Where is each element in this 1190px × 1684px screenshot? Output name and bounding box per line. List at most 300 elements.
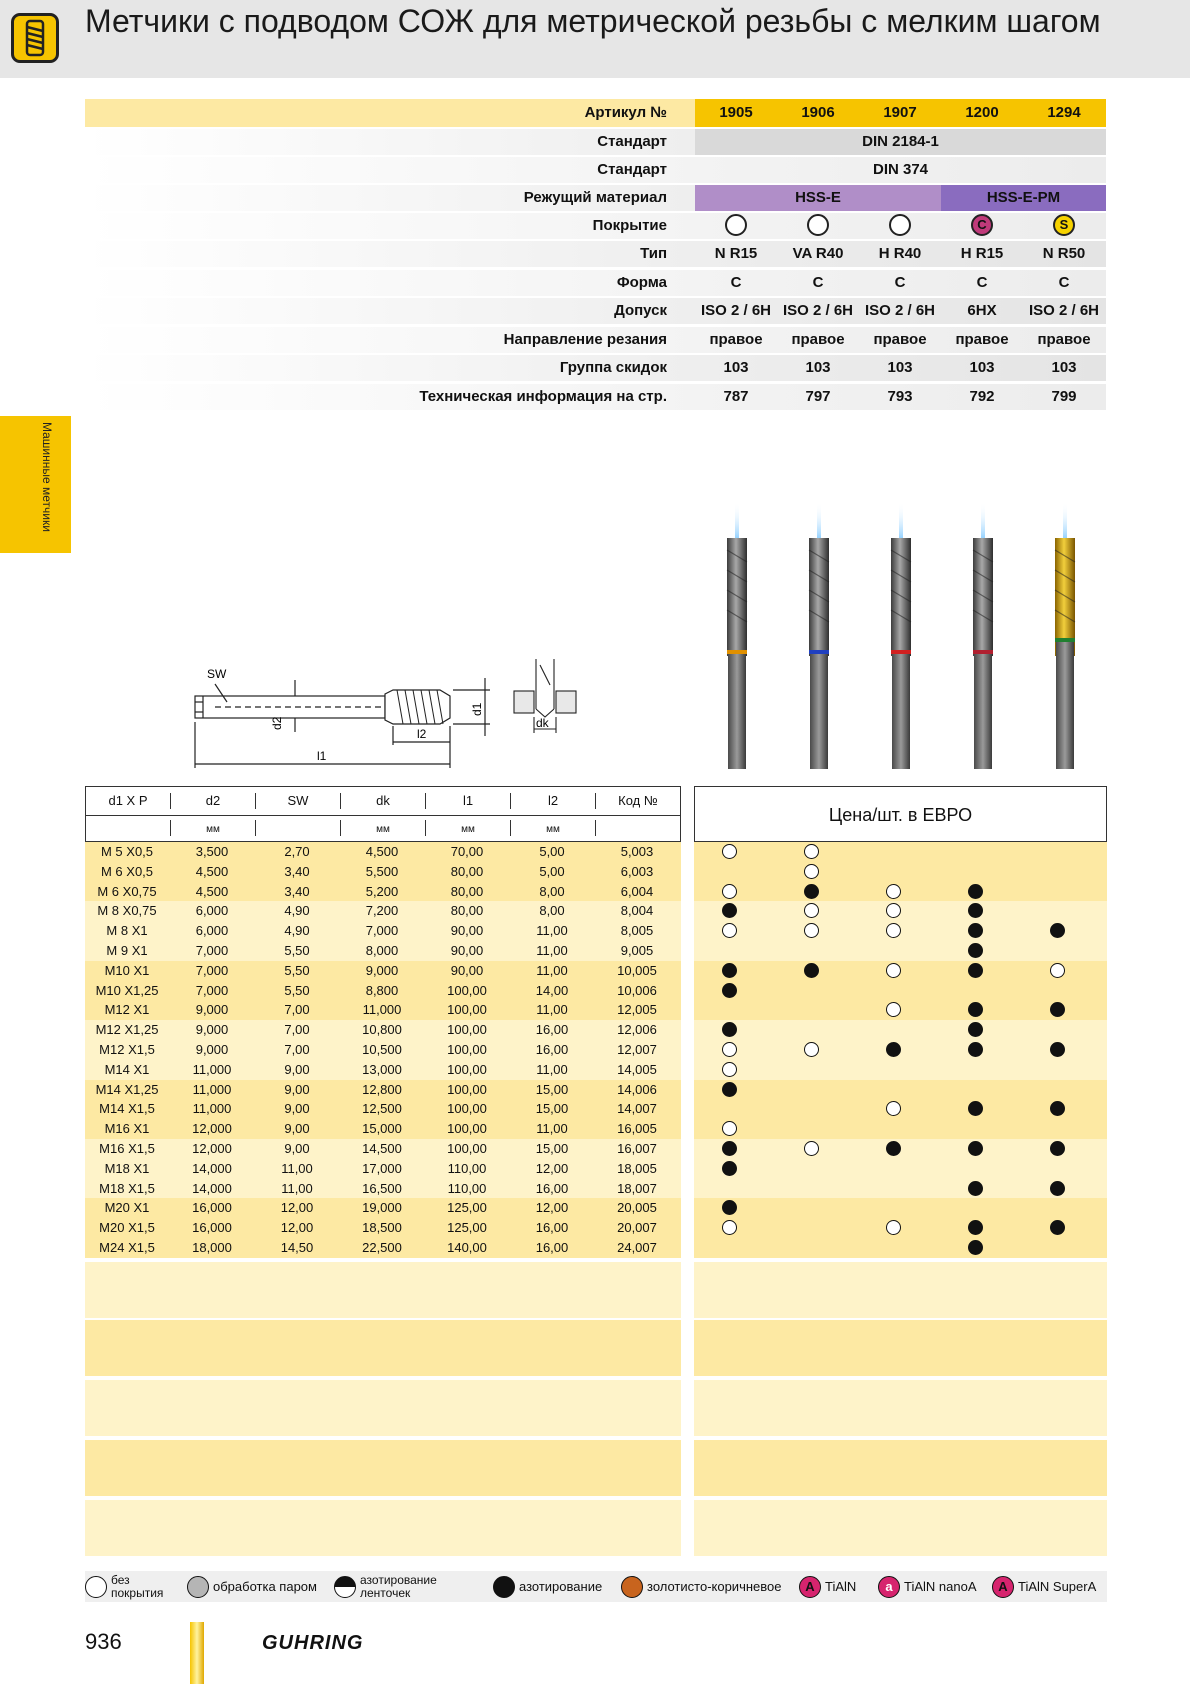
legend-label: TiAlN SuperA <box>1018 1579 1097 1594</box>
available-on-request-dot-icon <box>804 1042 819 1057</box>
table-cell: M14 X1 <box>104 1061 150 1077</box>
available-on-request-dot-icon <box>722 1062 737 1077</box>
tap-image-1907 <box>891 502 911 769</box>
table-cell: 8,000 <box>365 943 399 958</box>
table-cell: M18 X1,5 <box>99 1180 155 1196</box>
available-stock-dot-icon <box>722 1082 737 1097</box>
table-cell: 7,000 <box>365 923 399 939</box>
table-cell: 100,00 <box>447 1141 487 1156</box>
spec-label-standard: Стандарт <box>597 161 667 178</box>
empty-row-band <box>694 1262 1107 1318</box>
drawing-label-l2: l2 <box>417 727 427 741</box>
available-on-request-dot-icon <box>804 864 819 879</box>
price-header-label: Цена/шт. в ЕВРО <box>828 805 973 825</box>
form-value: C <box>730 274 742 291</box>
table-cell: 8,00 <box>539 903 565 919</box>
table-cell: 90,00 <box>450 943 484 958</box>
table-cell: 18,000 <box>192 1240 232 1255</box>
table-cell: M 9 X1 <box>106 943 148 958</box>
table-cell: M20 X1 <box>104 1200 150 1216</box>
drawing-label-sw: SW <box>207 667 227 681</box>
table-cell: 7,200 <box>365 903 399 919</box>
table-header <box>85 786 681 842</box>
direction-value: правое <box>955 331 1009 348</box>
available-on-request-dot-icon <box>886 1220 901 1235</box>
table-row <box>85 1080 681 1100</box>
table-cell: 7,000 <box>195 982 229 998</box>
table-cell: M16 X1,5 <box>99 1141 155 1156</box>
table-cell: M10 X1 <box>104 962 150 978</box>
table-cell: 125,00 <box>447 1200 487 1216</box>
table-cell: 14,007 <box>617 1101 657 1117</box>
legend-item <box>85 1571 177 1602</box>
legend-item <box>878 1571 977 1602</box>
table-cell: 10,006 <box>617 982 657 998</box>
availability-row <box>694 901 1107 921</box>
table-cell: 7,00 <box>284 1042 310 1057</box>
table-cell: 14,50 <box>280 1240 314 1255</box>
available-stock-dot-icon <box>968 1220 983 1235</box>
table-cell: 14,000 <box>192 1160 232 1176</box>
drawing-label-l1: l1 <box>317 749 327 763</box>
table-cell: 125,00 <box>447 1220 487 1236</box>
drawing-label-d1: d1 <box>470 702 484 716</box>
table-cell: 6,000 <box>195 903 229 919</box>
table-row <box>85 1000 681 1020</box>
table-cell: 11,000 <box>192 1081 232 1097</box>
form-value: C <box>894 274 906 291</box>
tap-image-1294 <box>1055 502 1075 769</box>
available-stock-dot-icon <box>804 884 819 899</box>
tap-image-1200 <box>973 502 993 769</box>
steam-icon <box>187 1576 209 1598</box>
available-stock-dot-icon <box>722 903 737 918</box>
table-cell: 100,00 <box>447 1061 487 1077</box>
spec-label-form: Форма <box>616 274 667 291</box>
table-cell: 12,000 <box>192 1121 232 1137</box>
table-cell: 19,000 <box>362 1200 402 1216</box>
availability-row <box>694 961 1107 981</box>
table-cell: M12 X1,5 <box>99 1042 155 1057</box>
availability-row <box>694 1119 1107 1139</box>
legend-label: золотисто-коричневое <box>647 1579 782 1594</box>
uncoated-icon <box>807 214 829 236</box>
empty-row-band <box>85 1500 681 1556</box>
availability-row <box>694 981 1107 1001</box>
table-cell: 11,00 <box>536 923 568 939</box>
availability-row <box>694 1238 1107 1258</box>
table-cell: M24 X1,5 <box>99 1240 155 1255</box>
table-cell: 9,000 <box>365 962 399 978</box>
availability-row <box>694 842 1107 862</box>
available-on-request-dot-icon <box>886 923 901 938</box>
table-cell: 15,00 <box>535 1081 569 1097</box>
available-stock-dot-icon <box>886 1141 901 1156</box>
table-cell: 18,005 <box>617 1160 657 1176</box>
article-number: 1294 <box>1047 104 1081 121</box>
table-cell: M 8 X0,75 <box>97 903 157 919</box>
table-cell: M12 X1,25 <box>95 1022 159 1038</box>
table-cell: 9,000 <box>195 1042 229 1057</box>
table-cell: 8,00 <box>539 883 565 899</box>
available-stock-dot-icon <box>722 1161 737 1176</box>
legend-label: азотирование ленточек <box>360 1572 437 1600</box>
table-cell: 2,70 <box>284 844 310 859</box>
available-stock-dot-icon <box>722 1022 737 1037</box>
availability-row <box>694 1198 1107 1218</box>
availability-row <box>694 1080 1107 1100</box>
available-on-request-dot-icon <box>886 903 901 918</box>
spec-label-discount: Группа скидок <box>559 359 667 376</box>
available-stock-dot-icon <box>968 884 983 899</box>
table-cell: 9,00 <box>284 1141 310 1156</box>
table-cell: 20,005 <box>617 1200 657 1216</box>
table-cell: 8,800 <box>365 982 399 998</box>
table-cell: 16,000 <box>192 1220 232 1236</box>
table-cell: 6,000 <box>195 923 229 939</box>
article-number: 1905 <box>719 104 753 121</box>
column-header: d1 X P <box>108 793 148 808</box>
table-cell: 6,004 <box>620 883 654 899</box>
table-row <box>85 1238 681 1258</box>
available-on-request-dot-icon <box>722 1042 737 1057</box>
available-stock-dot-icon <box>1050 1101 1065 1116</box>
direction-value: правое <box>709 331 763 348</box>
table-cell: M 6 X0,75 <box>97 883 157 899</box>
table-cell: 6,003 <box>620 863 654 879</box>
table-cell: 3,500 <box>195 844 229 859</box>
availability-row <box>694 1000 1107 1020</box>
price-header <box>694 786 1107 842</box>
spec-label-article: Артикул № <box>584 104 667 121</box>
table-cell: 80,00 <box>450 903 484 919</box>
table-cell: 18,007 <box>617 1180 657 1196</box>
tech-page-value: 797 <box>805 388 831 405</box>
column-unit: мм <box>546 824 560 835</box>
half-nitride-icon <box>334 1576 356 1598</box>
available-stock-dot-icon <box>968 1022 983 1037</box>
table-cell: 11,00 <box>281 1160 313 1176</box>
table-cell: 11,00 <box>536 1121 568 1137</box>
gold-brown-icon <box>621 1576 643 1598</box>
table-cell: M 8 X1 <box>106 923 148 939</box>
table-cell: 12,007 <box>617 1042 657 1057</box>
table-cell: 16,007 <box>617 1141 657 1156</box>
table-cell: 3,40 <box>284 863 310 879</box>
table-row <box>85 842 681 862</box>
tap-icon <box>11 13 59 63</box>
table-row <box>85 862 681 882</box>
table-cell: 12,500 <box>362 1101 402 1117</box>
table-cell: 100,00 <box>447 1002 487 1018</box>
table-cell: 100,00 <box>447 1042 487 1057</box>
availability-row <box>694 921 1107 941</box>
uncoated-icon <box>85 1576 107 1598</box>
legend-label: TiAlN nanoA <box>904 1579 977 1594</box>
table-cell: 20,007 <box>617 1220 657 1236</box>
table-cell: 7,00 <box>284 1022 310 1038</box>
available-on-request-dot-icon <box>804 844 819 859</box>
table-cell: 90,00 <box>450 923 484 939</box>
table-cell: 9,00 <box>284 1081 310 1097</box>
table-cell: 11,000 <box>362 1002 402 1018</box>
column-unit: мм <box>206 824 220 835</box>
available-stock-dot-icon <box>722 1200 737 1215</box>
table-cell: 4,90 <box>284 903 310 919</box>
table-cell: 16,500 <box>362 1180 402 1196</box>
available-stock-dot-icon <box>968 923 983 938</box>
available-stock-dot-icon <box>968 943 983 958</box>
legend-label: азотирование <box>519 1579 603 1594</box>
availability-row <box>694 1060 1107 1080</box>
table-cell: 16,00 <box>535 1240 569 1255</box>
table-cell: M16 X1 <box>104 1121 150 1137</box>
tialn-icon: A <box>799 1576 821 1598</box>
table-cell: 12,000 <box>192 1141 232 1156</box>
empty-row-band <box>85 1380 681 1436</box>
type-value: H R15 <box>960 245 1004 262</box>
table-cell: 5,00 <box>539 844 565 859</box>
legend-label: TiAlN <box>825 1579 857 1594</box>
table-cell: 9,005 <box>620 943 654 958</box>
tech-page-value: 787 <box>723 388 749 405</box>
availability-row <box>694 1159 1107 1179</box>
page-number: 936 <box>85 1629 122 1654</box>
table-row <box>85 1060 681 1080</box>
empty-row-band <box>694 1500 1107 1556</box>
footer-accent-bar <box>190 1622 204 1684</box>
table-cell: 10,500 <box>362 1042 402 1057</box>
spec-label-standard: Стандарт <box>597 133 667 150</box>
coating-s-icon: S <box>1053 214 1075 236</box>
table-cell: 80,00 <box>450 863 484 879</box>
available-stock-dot-icon <box>1050 1002 1065 1017</box>
legend <box>85 1571 1107 1602</box>
table-cell: 11,000 <box>192 1101 232 1117</box>
type-value: H R40 <box>878 245 922 262</box>
available-on-request-dot-icon <box>1050 963 1065 978</box>
article-number: 1906 <box>801 104 835 121</box>
legend-item <box>493 1571 602 1602</box>
direction-value: правое <box>873 331 927 348</box>
table-cell: 14,000 <box>192 1180 232 1196</box>
drawing-label-dk: dk <box>536 716 549 730</box>
table-cell: 17,000 <box>362 1160 402 1176</box>
table-cell: 18,500 <box>362 1220 402 1236</box>
table-row <box>85 1198 681 1218</box>
availability-row <box>694 882 1107 902</box>
table-cell: 16,00 <box>535 1042 569 1057</box>
table-cell: 4,500 <box>195 883 229 899</box>
table-row <box>85 1119 681 1139</box>
column-header: l2 <box>547 793 559 808</box>
table-cell: M 5 X0,5 <box>100 844 154 859</box>
type-value: VA R40 <box>792 245 844 262</box>
table-cell: M 6 X0,5 <box>100 863 154 879</box>
available-on-request-dot-icon <box>886 884 901 899</box>
table-cell: 8,005 <box>620 923 654 939</box>
table-cell: 90,00 <box>450 962 484 978</box>
legend-item <box>992 1571 1096 1602</box>
direction-value: правое <box>791 331 845 348</box>
tap-images <box>700 500 1110 775</box>
table-row <box>85 981 681 1001</box>
tolerance-value: ISO 2 / 6H <box>864 302 936 319</box>
table-cell: 110,00 <box>447 1160 487 1176</box>
available-stock-dot-icon <box>722 983 737 998</box>
material-value: HSS-E <box>795 189 841 206</box>
type-value: N R15 <box>714 245 758 262</box>
table-row <box>85 882 681 902</box>
table-cell: 16,00 <box>535 1180 569 1196</box>
table-cell: 5,00 <box>539 863 565 879</box>
table-cell: 7,00 <box>284 1002 310 1018</box>
empty-row-band <box>694 1320 1107 1376</box>
table-cell: 8,004 <box>620 903 654 919</box>
available-stock-dot-icon <box>722 1141 737 1156</box>
empty-row-band <box>694 1380 1107 1436</box>
table-row <box>85 1218 681 1238</box>
table-cell: 110,00 <box>447 1180 487 1196</box>
table-cell: 5,50 <box>284 943 310 958</box>
available-on-request-dot-icon <box>886 1002 901 1017</box>
legend-item <box>187 1571 317 1602</box>
discount-value: 103 <box>887 359 913 376</box>
empty-row-band <box>694 1440 1107 1496</box>
tech-page-value: 792 <box>969 388 995 405</box>
available-on-request-dot-icon <box>886 1101 901 1116</box>
available-stock-dot-icon <box>968 1240 983 1255</box>
table-row <box>85 1159 681 1179</box>
available-on-request-dot-icon <box>804 903 819 918</box>
table-cell: 15,00 <box>535 1141 569 1156</box>
table-cell: 12,006 <box>617 1022 657 1038</box>
direction-value: правое <box>1037 331 1091 348</box>
tech-page-value: 793 <box>887 388 913 405</box>
material-value: HSS-E-PM <box>986 189 1061 206</box>
discount-value: 103 <box>805 359 831 376</box>
table-row <box>85 1099 681 1119</box>
column-header: dk <box>376 793 390 808</box>
table-cell: 100,00 <box>447 1101 487 1117</box>
available-stock-dot-icon <box>968 1042 983 1057</box>
form-value: C <box>812 274 824 291</box>
table-cell: 9,00 <box>284 1101 310 1117</box>
column-unit: мм <box>376 824 390 835</box>
header-divider <box>86 815 680 816</box>
table-row <box>85 1040 681 1060</box>
standard-value: DIN 2184-1 <box>862 133 939 150</box>
table-cell: 24,007 <box>617 1240 657 1255</box>
tap-image-1906 <box>809 502 829 769</box>
legend-item <box>334 1571 460 1602</box>
table-cell: 13,000 <box>362 1061 402 1077</box>
form-value: C <box>1058 274 1070 291</box>
availability-row <box>694 1099 1107 1119</box>
table-cell: 4,500 <box>195 863 229 879</box>
table-cell: 9,00 <box>284 1121 310 1137</box>
page-title: Метчики с подводом СОЖ для метрической резьбы с мелким шагом <box>85 3 1101 39</box>
available-stock-dot-icon <box>1050 923 1065 938</box>
spec-label-tech-pages: Техническая информация на стр. <box>419 388 667 405</box>
table-cell: 12,005 <box>617 1002 657 1018</box>
article-number: 1200 <box>965 104 999 121</box>
available-on-request-dot-icon <box>804 1141 819 1156</box>
table-cell: 70,00 <box>450 844 484 859</box>
spec-label-type: Тип <box>640 245 667 262</box>
article-number: 1907 <box>883 104 917 121</box>
legend-item <box>799 1571 856 1602</box>
table-cell: M18 X1 <box>104 1160 150 1176</box>
table-cell: 3,40 <box>284 883 310 899</box>
table-cell: 9,000 <box>195 1002 229 1018</box>
table-cell: 5,200 <box>365 883 399 899</box>
availability-row <box>694 1139 1107 1159</box>
tolerance-value: ISO 2 / 6H <box>782 302 854 319</box>
available-on-request-dot-icon <box>722 923 737 938</box>
table-cell: M10 X1,25 <box>95 982 159 998</box>
table-cell: 7,000 <box>195 962 229 978</box>
available-stock-dot-icon <box>968 963 983 978</box>
available-stock-dot-icon <box>886 1042 901 1057</box>
discount-value: 103 <box>1051 359 1077 376</box>
available-stock-dot-icon <box>1050 1181 1065 1196</box>
table-cell: 12,00 <box>535 1160 569 1176</box>
tolerance-value: 6HX <box>967 302 997 319</box>
availability-row <box>694 862 1107 882</box>
tap-image-1905 <box>727 502 747 769</box>
empty-row-band <box>85 1440 681 1496</box>
table-cell: 14,006 <box>617 1081 657 1097</box>
table-cell: 16,005 <box>617 1121 657 1137</box>
table-row <box>85 901 681 921</box>
form-value: C <box>976 274 988 291</box>
table-cell: 100,00 <box>447 982 487 998</box>
tialn-nanoa-icon: a <box>878 1576 900 1598</box>
available-stock-dot-icon <box>968 1181 983 1196</box>
table-cell: 11,000 <box>192 1061 232 1077</box>
available-on-request-dot-icon <box>722 1220 737 1235</box>
table-cell: 12,800 <box>362 1081 402 1097</box>
table-row <box>85 1020 681 1040</box>
availability-row <box>694 1020 1107 1040</box>
table-cell: 5,50 <box>284 962 310 978</box>
spec-label-coating: Покрытие <box>592 217 667 234</box>
availability-row <box>694 941 1107 961</box>
available-stock-dot-icon <box>804 963 819 978</box>
table-cell: 5,500 <box>365 863 399 879</box>
available-on-request-dot-icon <box>804 923 819 938</box>
empty-row-band <box>85 1262 681 1318</box>
column-header: l1 <box>462 793 474 808</box>
hole-section-drawing <box>512 655 578 740</box>
table-cell: 11,00 <box>536 943 568 958</box>
column-header: Код № <box>618 793 658 808</box>
table-cell: 5,50 <box>284 982 310 998</box>
tolerance-value: ISO 2 / 6H <box>700 302 772 319</box>
table-cell: 100,00 <box>447 1081 487 1097</box>
coating-c-icon: C <box>971 214 993 236</box>
table-row <box>85 941 681 961</box>
availability-row <box>694 1218 1107 1238</box>
table-cell: 12,00 <box>280 1200 314 1216</box>
table-cell: 10,005 <box>617 962 657 978</box>
available-stock-dot-icon <box>968 1101 983 1116</box>
available-stock-dot-icon <box>1050 1220 1065 1235</box>
available-on-request-dot-icon <box>886 963 901 978</box>
tolerance-value: ISO 2 / 6H <box>1028 302 1100 319</box>
section-side-tab <box>0 416 71 553</box>
